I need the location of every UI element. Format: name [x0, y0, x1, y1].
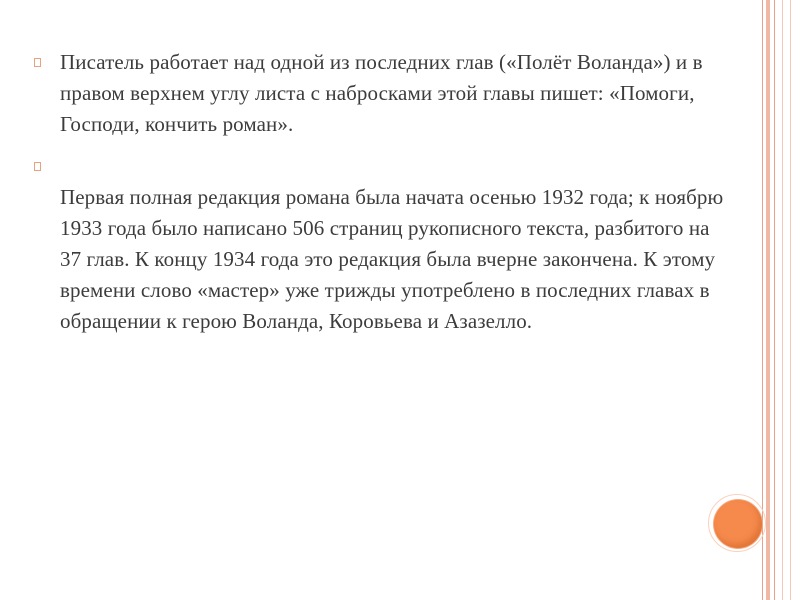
square-bullet-icon: [34, 58, 41, 67]
frame-stripe: [774, 0, 775, 600]
square-bullet-icon: [34, 162, 41, 171]
slide-body: [34, 47, 734, 337]
blank-line: [60, 151, 734, 182]
paragraph-text: Писатель работает над одной из последних глав («Полёт Воланда») и в правом верхнем углу листа с набросками этой главы пишет: «Помоги, Господи, кончить роман».: [60, 50, 703, 136]
bullet-paragraph: [34, 47, 734, 140]
frame-stripe: [790, 0, 791, 600]
frame-stripe: [782, 0, 783, 600]
frame-stripe: [766, 0, 770, 600]
bullet-paragraph: [34, 151, 734, 337]
paragraph-text: Первая полная редакция романа была начата осенью 1932 года; к ноябрю 1933 года было написано 506 страниц рукописного текста, разбитого на 37 глав. К концу 1934 года это редакция была вчерне закончена. К этому времени слово «мастер» уже трижды употреблено в последних главах в обращении к герою Воланда, Коровьева и Азазелло.: [60, 185, 724, 333]
accent-circle: [714, 500, 762, 548]
